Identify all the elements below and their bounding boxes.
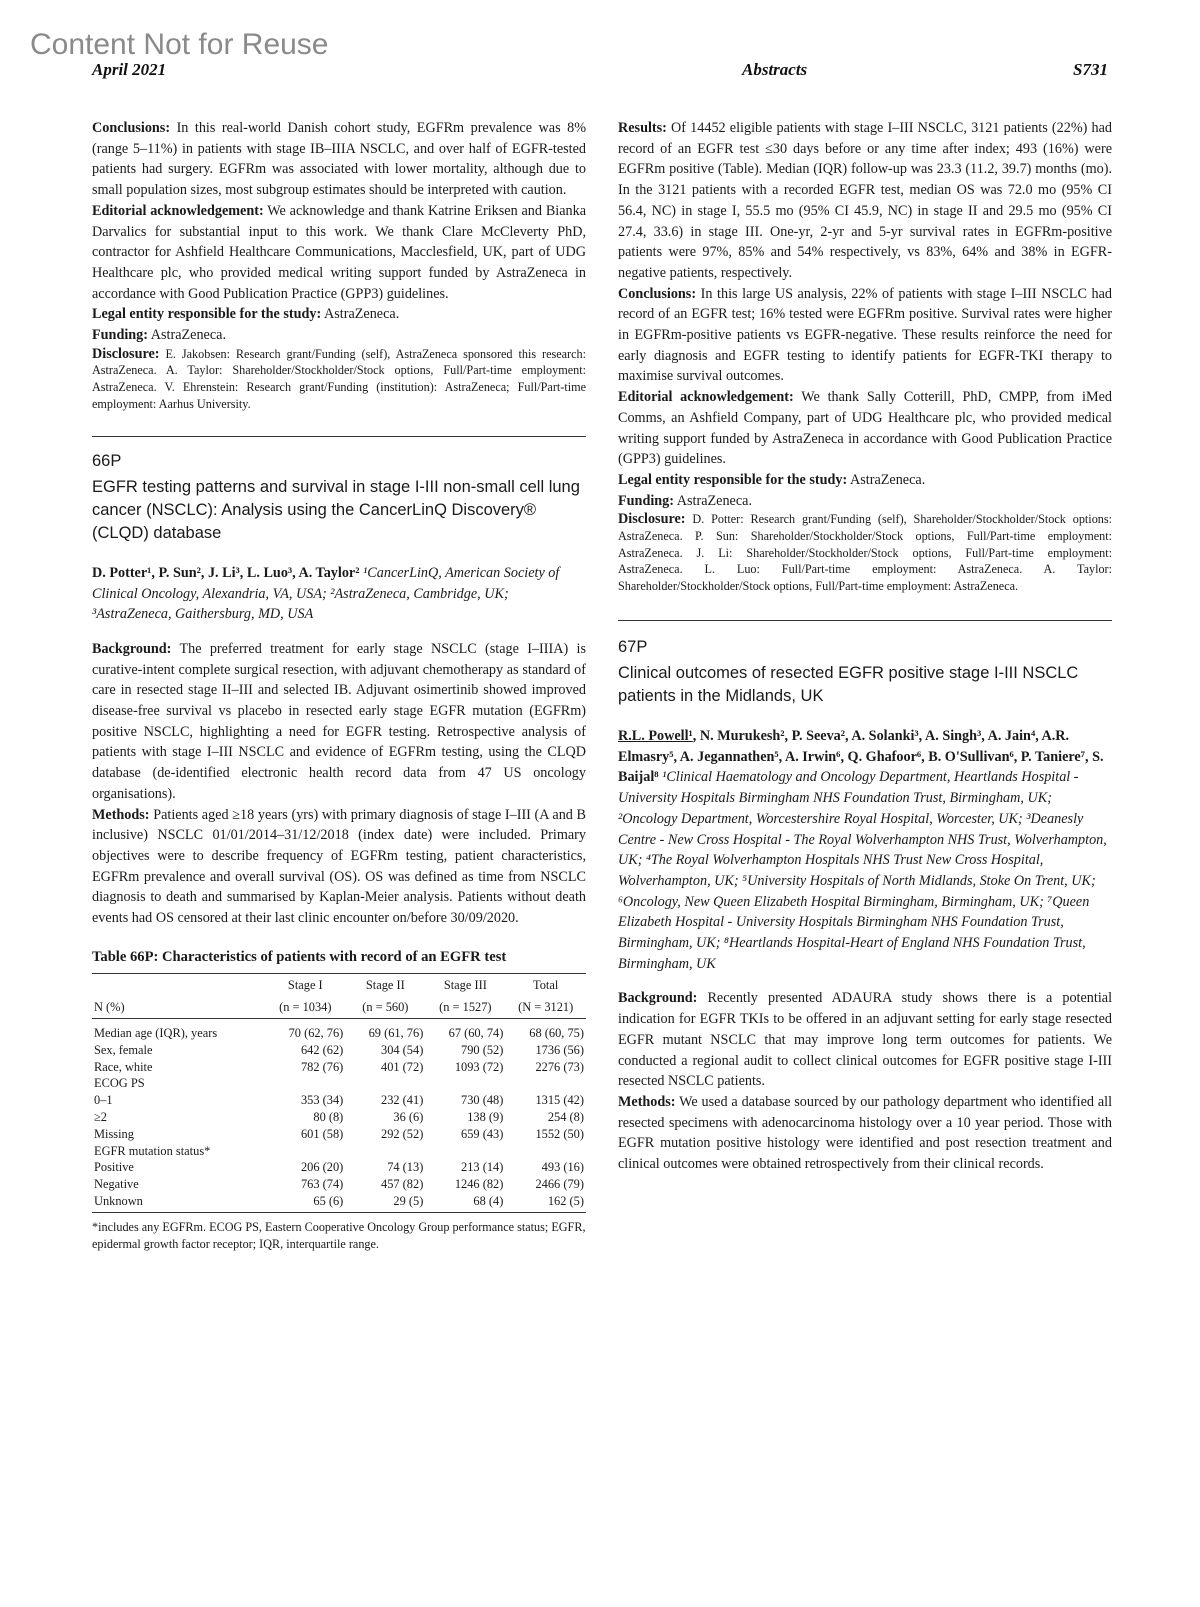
table-cell: 67 (60, 74) [448, 1026, 504, 1041]
table-row-label: Negative [94, 1177, 139, 1192]
table-header-total: Total [505, 974, 586, 996]
table-header-stage-2: Stage II [345, 974, 425, 996]
running-header [92, 60, 1108, 84]
table-header-n: N (%) [92, 996, 265, 1018]
table-cell [505, 1075, 586, 1092]
table-row-label: Unknown [92, 1193, 265, 1212]
table-cell [345, 1075, 425, 1092]
methods-67p: Methods: We used a database sourced by our pathology department who identified all resected specimens with adenocarcinoma histology over a 10 year period. Those with EGFR mutation positive histology were identified and post resection treatment and clinical outcomes were obtained retrospectively from their clinical records. [618, 1093, 1113, 1173]
table-cell: 232 (41) [381, 1093, 424, 1108]
table-cell: 763 (74) [300, 1177, 344, 1192]
header-section: Abstracts [742, 60, 808, 79]
table-header-n-total: (N = 3121) [505, 996, 586, 1018]
disclosure-66p: Disclosure: D. Potter: Research grant/Funding (self), Shareholder/Stockholder/Stock options: AstraZeneca. P. Sun: Shareholder/Stockholder/Stock options, Full/Part-time employment: AstraZeneca. J. Li: Shareholder/Stockholder/Stock options, Full/Part-time employment: AstraZeneca. L. Luo: Full/Part-time employment: AstraZeneca. A. Taylor: Shareholder/Stockholder/Stock options, Full/Part-time employment: AstraZeneca. [618, 511, 1113, 593]
table-cell: 642 (62) [300, 1042, 344, 1057]
section-divider [92, 436, 586, 437]
table-cell: 1736 (56) [535, 1042, 584, 1057]
table-cell: 790 (52) [461, 1042, 504, 1057]
table-cell [505, 1143, 586, 1160]
table-cell: 138 (9) [467, 1110, 504, 1125]
table-cell: 74 (13) [387, 1160, 424, 1175]
prev-funding: Funding: AstraZeneca. [92, 327, 226, 344]
table-cell: 493 (16) [541, 1160, 584, 1175]
prev-editorial: Editorial acknowledgement: We acknowledge and thank Katrine Eriksen and Bianka Darvalics for substantial input to this work. We thank Clare McCleverty PhD, contractor for Ashfield Healthcare Communications, Macclesfield, UK, part of UDG Healthcare plc, who provided medical writing support funded by AstraZeneca in accordance with Good Publication Practice (GPP3) guidelines. [92, 202, 587, 302]
prev-disclosure: Disclosure: E. Jakobsen: Research grant/Funding (self), AstraZeneca sponsored this research: AstraZeneca. A. Taylor: Shareholder/Stockholder/Stock options, Full/Part-time employment: AstraZeneca. V. Ehrenstein: Research grant/Funding (institution): AstraZeneca; Full/Part-time employment: Aarhus University. [92, 345, 587, 411]
table-cell: 213 (14) [461, 1160, 504, 1175]
conclusions-66p: Conclusions: In this large US analysis, 22% of patients with stage I–III NSCLC had record of an EGFR test; 16% tested were EGFRm positive. Survival rates were higher in EGFRm-positive patients vs EGFR-negative. These results reinforce the need for early diagnosis and EGFR testing to identify patients for EGFR-TKI therapy to maximise survival outcomes. [618, 285, 1113, 385]
table-cell: 2276 (73) [535, 1059, 584, 1074]
table-row-label: Missing [94, 1126, 134, 1141]
table-title: Table 66P: Characteristics of patients with record of an EGFR test [92, 948, 507, 965]
table-cell: 2466 (79) [535, 1177, 584, 1192]
header-page-number: S731 [1073, 60, 1108, 79]
funding-66p: Funding: AstraZeneca. [618, 492, 752, 509]
abstract-id-67p: 67P [618, 638, 648, 657]
table-cell: 65 (6) [265, 1193, 345, 1212]
table-cell: 162 (5) [505, 1193, 586, 1212]
table-cell: 1552 (50) [535, 1126, 584, 1141]
authors-67p: R.L. Powell¹, N. Murukesh², P. Seeva², A. Solanki³, A. Singh³, A. Jain⁴, A.R. Elmasry⁵, A. Jegannathen⁵, A. Irwin⁶, Q. Ghafoor⁶, B. O'Sullivan⁶, P. Taniere⁷, S. Baijal⁸ ¹Clinical Haematology and Oncology Department, Heartlands Hospital - University Hospitals Birmingham NHS Foundation Trust, Birmingham, UK; ²Oncology Department, Worcestershire Royal Hospital, Worcester, UK; ³Deanesly Centre - New Cross Hospital - The Royal Wolverhampton NHS Trust, Wolverhampton, UK; ⁴The Royal Wolverhampton Hospitals NHS Trust New Cross Hospital, Wolverhampton, UK; ⁵University Hospitals of North Midlands, Stoke On Trent, UK; ⁶Oncology, New Queen Elizabeth Hospital Birmingham, Birmingham, UK; ⁷Queen Elizabeth Hospital - University Hospitals Birmingham NHS Foundation Trust, Birmingham, UK; ⁸Heartlands Hospital-Heart of England NHS Foundation Trust, Birmingham, UK [618, 728, 1107, 972]
background-67p: Background: Recently presented ADAURA study shows there is a potential indication for EGFR TKIs to be offered in an adjuvant setting for early stage resected EGFR mutant NSCLC that may improve long term outcomes for patients. We conducted a regional audit to collect clinical outcomes for EGFR positive stage I-III resected NSCLC patients. [618, 990, 1113, 1090]
table-row-label: Median age (IQR), years [94, 1026, 218, 1041]
table-cell: 69 (61, 76) [368, 1026, 424, 1041]
table-row-label: 0–1 [94, 1093, 113, 1108]
table-row [92, 1159, 586, 1176]
right-column [618, 118, 1112, 1175]
table-row [92, 1092, 586, 1109]
table-row [92, 1109, 586, 1126]
table-cell: 457 (82) [381, 1177, 424, 1192]
table-row [92, 1042, 586, 1059]
table-cell: 68 (60, 75) [529, 1026, 584, 1041]
table-cell: 292 (52) [381, 1126, 424, 1141]
left-column [92, 118, 586, 1253]
table-cell: 659 (43) [461, 1126, 504, 1141]
table-row [92, 1176, 586, 1193]
table-footnote: *includes any EGFRm. ECOG PS, Eastern Cooperative Oncology Group performance status; EGFR, epidermal growth factor receptor; IQR, interquartile range. [92, 1219, 586, 1251]
table-row [92, 1019, 586, 1042]
table-cell: 782 (76) [300, 1059, 344, 1074]
table-cell: 1246 (82) [454, 1177, 504, 1192]
table-row-label: Race, white [94, 1059, 153, 1074]
table-header-empty [92, 974, 265, 996]
table-cell: 254 (8) [547, 1110, 584, 1125]
table-cell: 36 (6) [393, 1110, 424, 1125]
table-row [92, 1126, 586, 1143]
abstract-title-66p: EGFR testing patterns and survival in stage I-III non-small cell lung cancer (NSCLC): Analysis using the CancerLinQ Discovery® (CLQD) database [92, 477, 580, 542]
abstract-id-66p: 66P [92, 452, 122, 471]
table-row-label: ≥2 [94, 1110, 107, 1125]
table-row [92, 1075, 586, 1092]
table-cell [345, 1143, 425, 1160]
table-cell [265, 1143, 345, 1160]
abstract-title-67p: Clinical outcomes of resected EGFR positive stage I-III NSCLC patients in the Midlands, UK [618, 664, 1079, 706]
prev-legal: Legal entity responsible for the study: AstraZeneca. [92, 306, 400, 323]
table-row-label: EGFR mutation status* [94, 1143, 211, 1158]
table-header-stage-3: Stage III [425, 974, 505, 996]
table-header-n-stage-1: (n = 1034) [265, 996, 345, 1018]
table-header-stage-1: Stage I [265, 974, 345, 996]
table-row [92, 1143, 586, 1160]
watermark: Content Not for Reuse [30, 28, 329, 61]
editorial-66p: Editorial acknowledgement: We thank Sally Cotterill, PhD, CMPP, from iMed Comms, an Ashfield Company, part of UDG Healthcare plc, who provided medical writing support funded by AstraZeneca in accordance with Good Publication Practice (GPP3) guidelines. [618, 389, 1112, 468]
results-66p: Results: Of 14452 eligible patients with stage I–III NSCLC, 3121 patients (22%) had record of an EGFR test ≤30 days before or any time after index; 493 (16%) were EGFRm positive (Table). Median (IQR) follow-up was 23.3 (11.2, 39.7) months (mo). In the 3121 patients with a recorded EGFR test, median OS was 72.0 mo (95% CI 56.4, NC) in stage I, 55.5 mo (95% CI 45.9, NC) in stage II and 29.5 mo (95% CI 27.4, 33.6) in stage III. One-yr, 2-yr and 5-yr survival rates in EGFRm-positive patients were 97%, 85% and 54% respectively, vs 83%, 64% and 38% in EGFR-negative patients, respectively. [618, 120, 1113, 281]
table-cell: 730 (48) [461, 1093, 504, 1108]
section-divider [618, 620, 1112, 621]
table-cell: 401 (72) [381, 1059, 424, 1074]
header-date: April 2021 [92, 60, 167, 79]
prev-conclusions: Conclusions: In this real-world Danish cohort study, EGFRm prevalence was 8% (range 5–11%) in patients with stage IB–IIIA NSCLC, and over half of EGFR-tested patients had surgery. EGFRm was associated with lower mortality, although due to small population sizes, most subgroup estimates should be interpreted with caution. [92, 120, 587, 199]
table-cell [265, 1075, 345, 1092]
table-header-n-stage-3: (n = 1527) [425, 996, 505, 1018]
table-cell: 1093 (72) [454, 1059, 504, 1074]
table-row [92, 1193, 586, 1212]
background-66p: Background: The preferred treatment for early stage NSCLC (stage I–IIIA) is curative-intent complete surgical resection, with adjuvant chemotherapy as standard of care in resected stage II–III and selected IB. Adjuvant osimertinib showed improved disease-free survival vs placebo in resected early stage EGFR mutation (EGFRm) positive NSCLC, highlighting a need for EGFR testing. Retrospective analysis of patients with stage I–III NSCLC and evidence of EGFRm testing, using the CLQD database (de-identified electronic health record data from 47 US oncology organisations). [92, 640, 586, 802]
table-cell: 80 (8) [313, 1110, 344, 1125]
methods-66p: Methods: Patients aged ≥18 years (yrs) with primary diagnosis of stage I–III (A and B inclusive) NSCLC 01/01/2014–31/12/2018 (index date) were included. Primary objectives were to describe frequency of EGFRm testing, patient characteristics, EGFRm prevalence and overall survival (OS). OS was defined as time from NSCLC diagnosis to death and summarised by Kaplan-Meier analysis. Patients without death events had OS censored at their last clinic encounter on/before 30/09/2020. [92, 806, 587, 927]
table-row [92, 1059, 586, 1076]
table-cell: 29 (5) [345, 1193, 425, 1212]
table-cell [425, 1143, 505, 1160]
table-cell: 68 (4) [425, 1193, 505, 1212]
authors-66p: D. Potter¹, P. Sun², J. Li³, L. Luo³, A. Taylor² ¹CancerLinQ, American Society of Clinical Oncology, Alexandria, VA, USA; ²AstraZeneca, Cambridge, UK; ³AstraZeneca, Gaithersburg, MD, USA [92, 564, 560, 623]
table-cell: 601 (58) [300, 1126, 344, 1141]
table-cell: 353 (34) [300, 1093, 344, 1108]
characteristics-table [92, 973, 586, 1212]
table-header-n-stage-2: (n = 560) [345, 996, 425, 1018]
legal-66p: Legal entity responsible for the study: AstraZeneca. [618, 471, 926, 488]
table-cell: 1315 (42) [535, 1093, 584, 1108]
table-cell [425, 1075, 505, 1092]
table-cell: 304 (54) [381, 1042, 424, 1057]
table-row-label: ECOG PS [94, 1076, 145, 1091]
table-cell: 206 (20) [300, 1160, 344, 1175]
table-row-label: Positive [94, 1160, 134, 1175]
table-row-label: Sex, female [94, 1042, 153, 1057]
table-cell: 70 (62, 76) [288, 1026, 344, 1041]
